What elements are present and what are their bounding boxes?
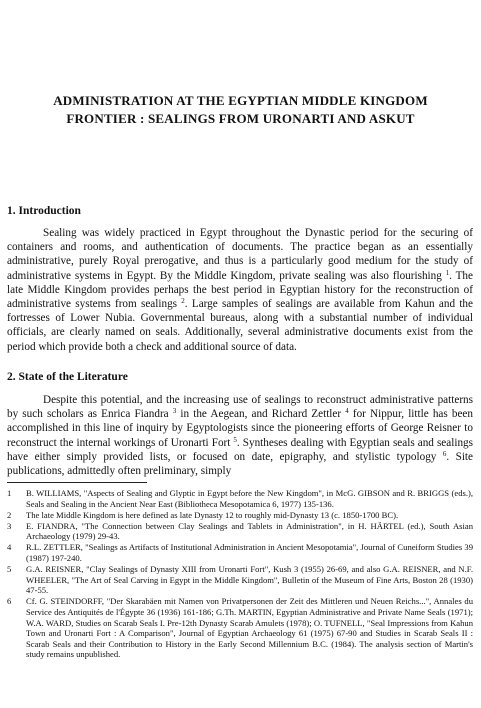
footnote-number: 3 [7,520,12,531]
footnote-text: E. FIANDRA, "The Connection between Clay Sealings and Tablets in Administration", in H. HÄRTEL (ed.), South Asian Archaeology (1979) 29-43. [26,520,473,542]
footnote-divider [7,482,147,483]
literature-paragraph: Despite this potential, and the increasing use of sealings to reconstruct administrative patterns by such scholars as Enrica Fiandra $^3$ in the Aegean, and Richard Zettler $^4$ for Nippur, little has been accomplished in this line of inquiry by Egyptologists since the pioneering efforts of George Reisner to reconstruct the internal workings of Uronarti Fort $^5$. Syntheses dealing with Egyptian seals and sealings have either simply provided lists, or focused on date, epigraphy, and stylistic typology $^6$. Site publications, admittedly often preliminary, simply [7,394,474,478]
footnote-item [7,510,473,521]
footnote-text: R.L. ZETTLER, "Sealings as Artifacts of Institutional Administration in Ancient Mesopotamia", Journal of Cuneiform Studies 39 (1987) 197-240. [26,542,473,564]
footnote-item [7,521,473,542]
footnote-ref-6[interactable]: 6 [442,449,447,458]
footnote-ref-2[interactable]: 2 [181,297,185,306]
title-line-2: FRONTIER : SEALINGS FROM URONARTI AND ASKUT [66,111,415,126]
footnote-item [7,488,473,509]
footnotes [7,488,473,661]
footnote-number: 2 [7,509,12,520]
footnote-ref-3[interactable]: 3 [172,407,177,416]
footnote-text: The late Middle Kingdom is here defined as late Dynasty 12 to roughly mid-Dynasty 13 (c. 1850-1700 BC). [26,509,399,520]
title-line-1: ADMINISTRATION AT THE EGYPTIAN MIDDLE KINGDOM [53,93,428,108]
footnote-number: 1 [7,488,12,498]
footnote-ref-5[interactable]: 5 [233,435,237,444]
section-heading-state-of-literature: 2. State of the Literature [7,371,128,383]
introduction-paragraph: Sealing was widely practiced in Egypt throughout the Dynastic period for the securing of containers and rooms, and authentication of documents. The practice began as an essentially administrative, purely Royal prerogative, and thus is a particularly good medium for the study of administrative systems in Egypt. By the Middle Kingdom, private sealing was also flourishing $^1$. The late Middle Kingdom provides perhaps the best period in Egyptian history for the reconstruction of administrative systems from sealings $^2$. Large samples of sealings are available from Kahun and the fortresses of Lower Nubia. Governmental bureaus, along with a substantial number of individual officials, are clearly named on seals. Additionally, several administrative documents exist from the period which provide both a check and additional source of data. [7,227,473,353]
section-heading-introduction: 1. Introduction [7,205,81,217]
footnote-number: 6 [7,596,12,607]
footnote-ref-4[interactable]: 4 [345,407,349,416]
footnote-item [7,564,473,596]
footnote-text: Cf. G. STEINDORFF, "Der Skarabäen mit Namen von Privatpersonen der Zeit des Mittleren und Neuen Reichs...", Annales du Service des Antiquités de l'Égypte 36 (1936) 161-186; G.Th. MARTIN, Egyptian Administrative and Private Name Seals (1971); W.A. WARD, Studies on Scarab Seals I. Pre-12th Dynasty Scarab Amulets (1978); O. TUFNELL, "Seal Impressions from Kahun Town and Uronarti Fort : A Comparison", Journal of Egyptian Archaeology 61 (1975) 67-90 and Studies in Scarab Seals II : Scarab Seals and their Contribution to History in the Early Second Millennium B.C. (1984). The analysis section of Martin's study remains unpublished. [26,596,473,660]
footnote-text: B. WILLIAMS, "Aspects of Sealing and Glyptic in Egypt before the New Kingdom", in McG. GIBSON and R. BRIGGS (eds.), Seals and Sealing in the Ancient Near East (Bibliotheca Mesopotamica 6, 1977) 135-136. [26,488,473,509]
footnote-item [7,542,473,563]
paper-title [20,92,461,128]
footnote-ref-1[interactable]: 1 [445,268,450,277]
footnote-number: 4 [7,542,12,553]
footnote-text: G.A. REISNER, "Clay Sealings of Dynasty XIII from Uronarti Fort", Kush 3 (1955) 26-69, and also G.A. REISNER, and N.F. WHEELER, "The Art of Seal Carving in Egypt in the Middle Kingdom", Bulletin of the Museum of Fine Arts, Boston 28 (1930) 47-55. [26,564,473,596]
footnote-item [7,596,473,660]
footnote-number: 5 [7,564,12,575]
